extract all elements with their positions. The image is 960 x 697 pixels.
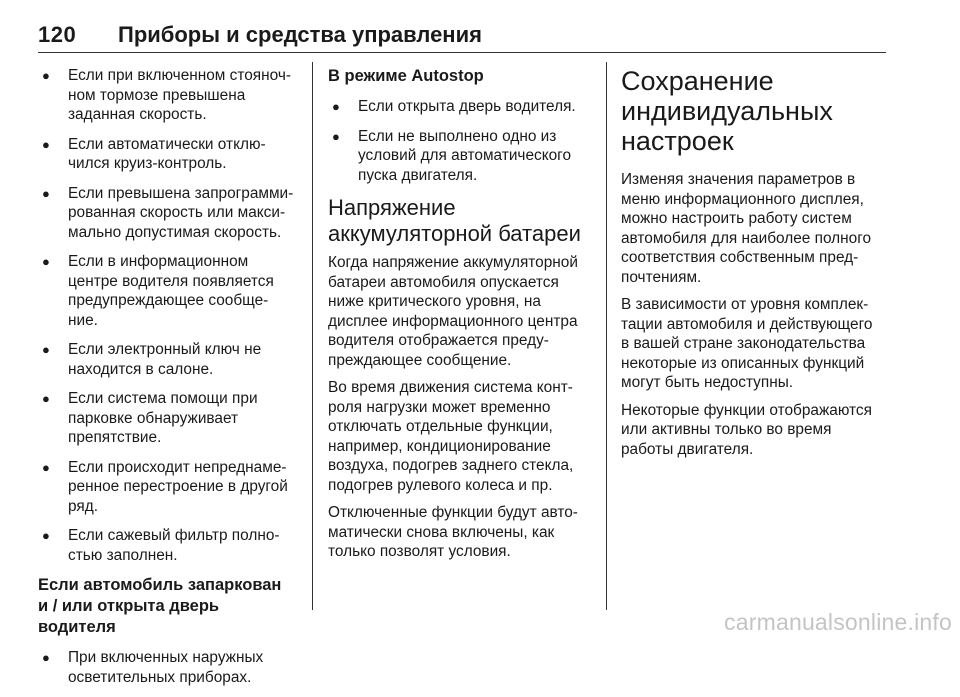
paragraph: Изменяя значения параметров в меню информационного дисплея, можно настроить работу систем автомобиля для наиболее полного соответствия собственным пред- почтениям. [621, 171, 872, 286]
list-item: ● Если превышена запрограмми- рованная скорость или макси- мально допустимая скорость. [38, 184, 300, 243]
list-item: ● Если происходит непреднаме- ренное перестроение в другой ряд. [38, 458, 300, 517]
paragraph: Некоторые функции отображаются или активны только во время работы двигателя. [621, 401, 872, 458]
section-heading-battery: Напряжение аккумуляторной батареи [328, 195, 581, 246]
column-1 [38, 66, 300, 697]
list-item: ● Если автоматически отклю- чился круиз-контроль. [38, 135, 300, 174]
list-item: ● Если система помощи при парковке обнаруживает препятствие. [38, 389, 300, 448]
column-2 [328, 66, 590, 570]
list-item: ● Если при включенном стояноч- ном тормозе превышена заданная скорость. [38, 66, 300, 125]
column-divider-1 [312, 62, 313, 610]
paragraph: Когда напряжение аккумуляторной батареи автомобиля опускается ниже критического уровня, на дисплее информационного центра водителя отображается преду- преждающее сообщение. [328, 254, 578, 369]
list-item: ● Если открыта дверь водителя. [328, 97, 590, 117]
list-item: ● Если в информационном центре водителя появляется предупреждающее сообще- ние. [38, 252, 300, 330]
page-number: 120 [38, 22, 77, 47]
list-item: ● Если сажевый фильтр полно- стью заполнен. [38, 526, 300, 565]
bullet-list [38, 66, 300, 565]
column-3 [621, 66, 887, 467]
page-header [38, 22, 886, 53]
subheading-parked: Если автомобиль запаркован и / или открыта дверь водителя [38, 576, 282, 636]
watermark: carmanualsonline.info [724, 609, 952, 635]
paragraph: Во время движения система конт- роля нагрузки может временно отключать отдельные функции, например, кондиционирование воздуха, подогрев заднего стекла, подогрев рулевого колеса и пр. [328, 379, 574, 494]
bullet-list-autostop [328, 97, 590, 185]
list-item: ● Если не выполнено одно из условий для автоматического пуска двигателя. [328, 127, 590, 186]
bullet-list-parked [38, 648, 300, 687]
subheading-autostop: В режиме Autostop [328, 67, 484, 85]
section-heading-settings: Сохранение индивидуальных настроек [621, 66, 833, 156]
chapter-title: Приборы и средства управления [118, 22, 482, 47]
column-divider-2 [606, 62, 607, 610]
list-item: ● При включенных наружных осветительных приборах. [38, 648, 300, 687]
paragraph: В зависимости от уровня комплек- тации автомобиля и действующего в вашей стране законодательства некоторые из описанных функций могут быть недоступны. [621, 296, 873, 391]
list-item: ● Если электронный ключ не находится в салоне. [38, 340, 300, 379]
paragraph: Отключенные функции будут авто- матически снова включены, как только позволят условия. [328, 504, 578, 560]
